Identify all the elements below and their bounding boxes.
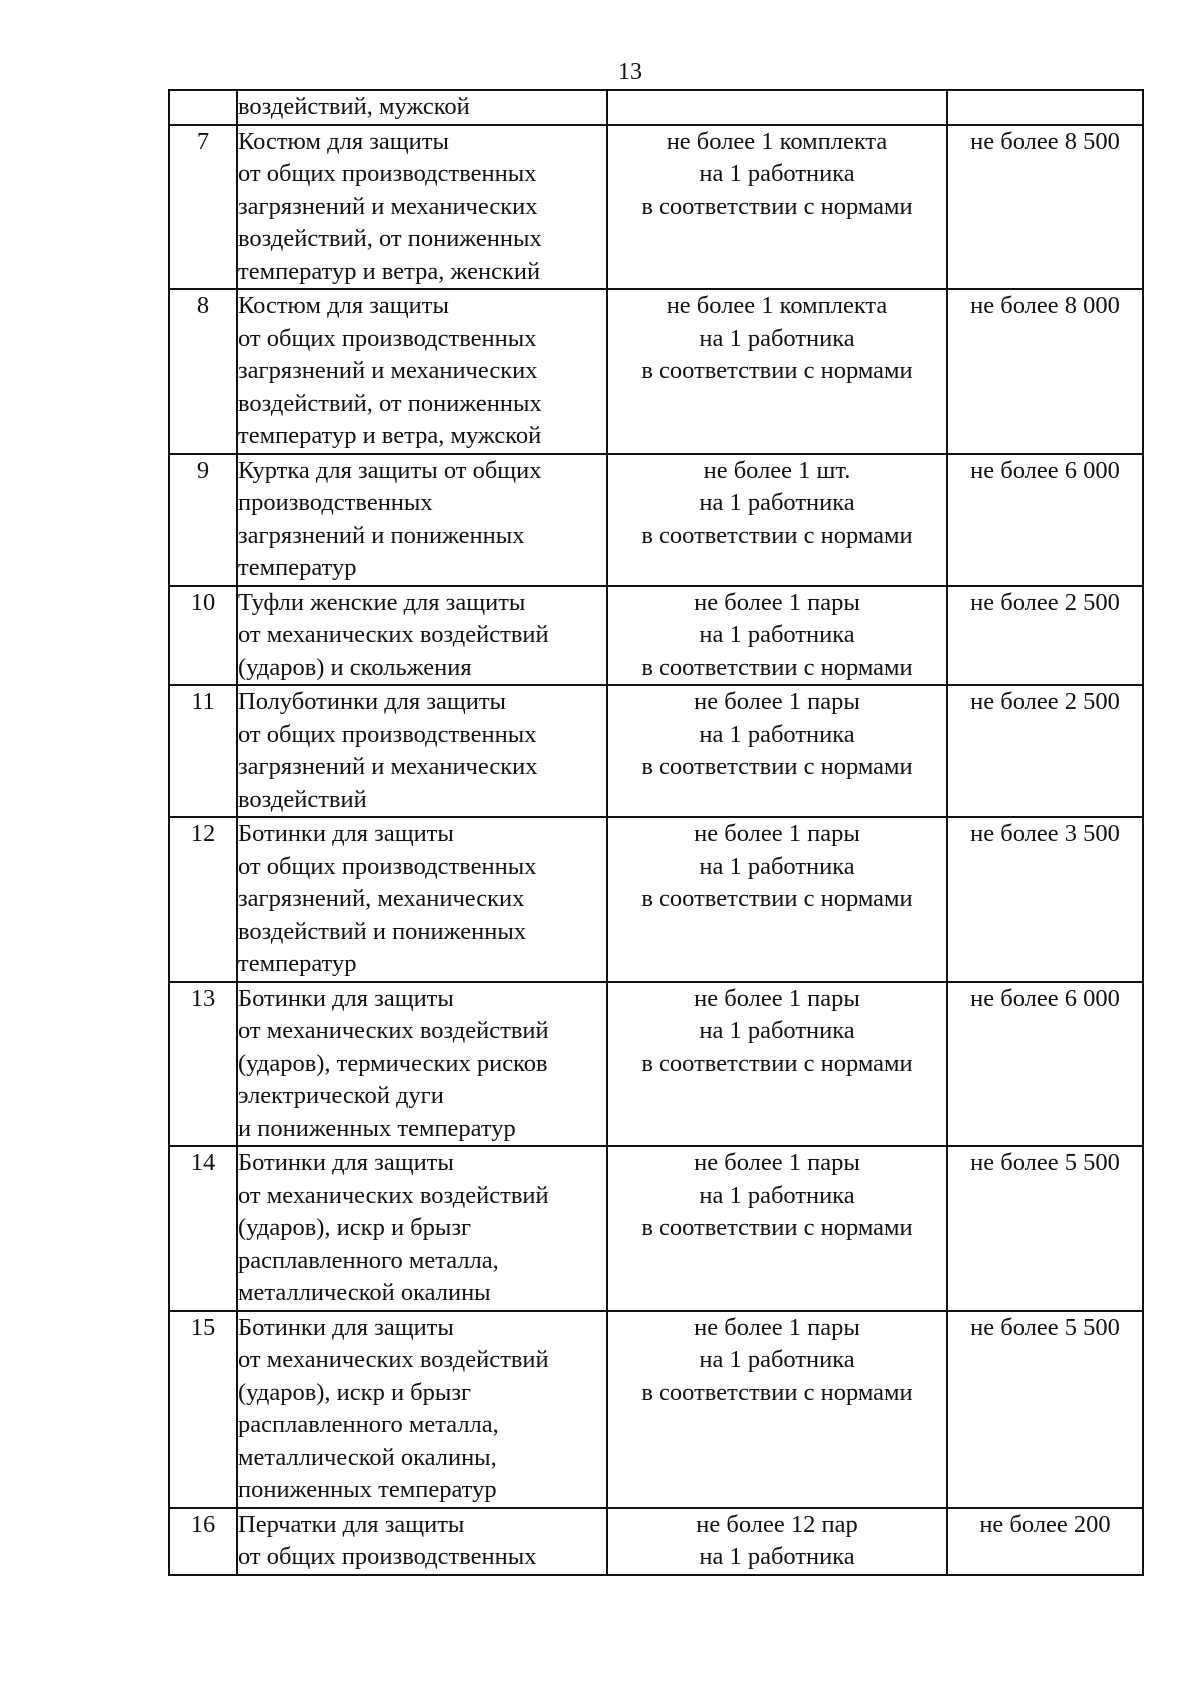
row-number: 11 <box>169 685 237 817</box>
table-row <box>169 125 1143 290</box>
row-number: 13 <box>169 982 237 1147</box>
row-number: 14 <box>169 1146 237 1311</box>
item-price: не более 2 500 <box>947 685 1143 817</box>
item-quantity <box>607 90 947 125</box>
item-name: Ботинки для защиты от механических воздействий (ударов), термических рисков электрической дуги и пониженных температур <box>237 982 607 1147</box>
item-name: Ботинки для защиты от механических воздействий (ударов), искр и брызг расплавленного металла, металлической окалины, пониженных температур <box>237 1311 607 1508</box>
item-price: не более 5 500 <box>947 1146 1143 1311</box>
item-price: не более 5 500 <box>947 1311 1143 1508</box>
item-quantity: не более 1 пары на 1 работника в соответствии с нормами <box>607 817 947 982</box>
table-row <box>169 454 1143 586</box>
item-quantity: не более 1 пары на 1 работника в соответствии с нормами <box>607 685 947 817</box>
table-row <box>169 289 1143 454</box>
item-name: Ботинки для защиты от механических воздействий (ударов), искр и брызг расплавленного металла, металлической окалины <box>237 1146 607 1311</box>
table-row <box>169 817 1143 982</box>
row-number: 8 <box>169 289 237 454</box>
item-price: не более 3 500 <box>947 817 1143 982</box>
row-number <box>169 90 237 125</box>
item-quantity: не более 1 комплекта на 1 работника в соответствии с нормами <box>607 289 947 454</box>
row-number: 16 <box>169 1508 237 1575</box>
item-price: не более 200 <box>947 1508 1143 1575</box>
item-quantity: не более 1 пары на 1 работника в соответствии с нормами <box>607 982 947 1147</box>
row-number: 7 <box>169 125 237 290</box>
item-quantity: не более 1 шт. на 1 работника в соответствии с нормами <box>607 454 947 586</box>
item-quantity: не более 1 комплекта на 1 работника в соответствии с нормами <box>607 125 947 290</box>
item-quantity: не более 1 пары на 1 работника в соответствии с нормами <box>607 1146 947 1311</box>
item-name: Костюм для защиты от общих производственных загрязнений и механических воздействий, от пониженных температур и ветра, женский <box>237 125 607 290</box>
item-name: Костюм для защиты от общих производственных загрязнений и механических воздействий, от пониженных температур и ветра, мужской <box>237 289 607 454</box>
item-name: Куртка для защиты от общих производственных загрязнений и пониженных температур <box>237 454 607 586</box>
item-name: Туфли женские для защиты от механических воздействий (ударов) и скольжения <box>237 586 607 686</box>
table-row <box>169 685 1143 817</box>
table-row <box>169 90 1143 125</box>
item-price: не более 6 000 <box>947 982 1143 1147</box>
item-price: не более 8 500 <box>947 125 1143 290</box>
item-quantity: не более 12 пар на 1 работника <box>607 1508 947 1575</box>
item-name: Ботинки для защиты от общих производственных загрязнений, механических воздействий и пониженных температур <box>237 817 607 982</box>
table-row <box>169 982 1143 1147</box>
item-name: Полуботинки для защиты от общих производственных загрязнений и механических воздействий <box>237 685 607 817</box>
item-name: воздействий, мужской <box>237 90 607 125</box>
row-number: 10 <box>169 586 237 686</box>
item-name: Перчатки для защиты от общих производственных <box>237 1508 607 1575</box>
item-price: не более 2 500 <box>947 586 1143 686</box>
page-number: 13 <box>618 59 642 85</box>
item-price <box>947 90 1143 125</box>
item-price: не более 6 000 <box>947 454 1143 586</box>
item-price: не более 8 000 <box>947 289 1143 454</box>
item-quantity: не более 1 пары на 1 работника в соответствии с нормами <box>607 586 947 686</box>
table-row <box>169 1311 1143 1508</box>
row-number: 15 <box>169 1311 237 1508</box>
table-row <box>169 1508 1143 1575</box>
table-row <box>169 586 1143 686</box>
item-quantity: не более 1 пары на 1 работника в соответствии с нормами <box>607 1311 947 1508</box>
ppe-norms-table <box>168 89 1144 1576</box>
row-number: 12 <box>169 817 237 982</box>
table-row <box>169 1146 1143 1311</box>
row-number: 9 <box>169 454 237 586</box>
